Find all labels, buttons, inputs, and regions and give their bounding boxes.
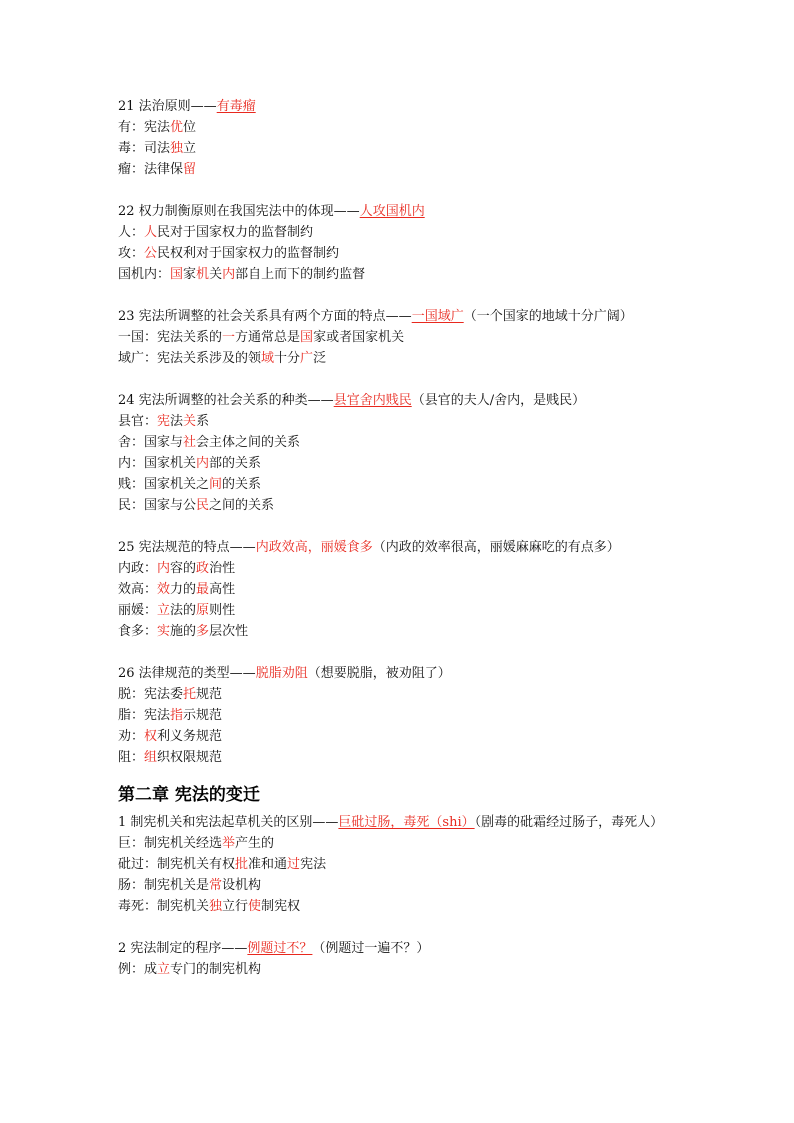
list-item: 毒：司法独立 bbox=[118, 141, 197, 156]
list-item: 一国：宪法关系的一方通常总是国家或者国家机关 bbox=[118, 330, 405, 345]
section-21-title: 21 法治原则——有毒瘤 bbox=[118, 99, 256, 114]
list-item: 肠：制宪机关是常设机构 bbox=[118, 878, 262, 893]
list-item: 巨：制宪机关经选举产生的 bbox=[118, 836, 275, 851]
list-item: 县官：宪法关系 bbox=[118, 414, 210, 429]
list-item: 贱：国家机关之间的关系 bbox=[118, 477, 262, 492]
list-item: 脱：宪法委托规范 bbox=[118, 687, 223, 702]
list-item: 劝：权利义务规范 bbox=[118, 729, 223, 744]
list-item: 有：宪法优位 bbox=[118, 120, 197, 135]
list-item: 瘤：法律保留 bbox=[118, 162, 197, 177]
mnemonic: 脱脂劝阻 bbox=[255, 666, 308, 681]
section-24-title: 24 宪法所调整的社会关系的种类——县官舍内贱民（县官的夫人/舍内，是贱民） bbox=[118, 393, 586, 408]
list-item: 脂：宪法指示规范 bbox=[118, 708, 223, 723]
list-item: 舍：国家与社会主体之间的关系 bbox=[118, 435, 301, 450]
chapter-heading: 第二章 宪法的变迁 bbox=[118, 785, 260, 805]
mnemonic: 内政效高，丽媛食多 bbox=[255, 540, 373, 555]
section-22-title: 22 权力制衡原则在我国宪法中的体现——人攻国机内 bbox=[118, 204, 425, 219]
list-item: 民：国家与公民之间的关系 bbox=[118, 498, 275, 513]
section-c2-title: 2 宪法制定的程序——例题过不？（例题过一遍不？） bbox=[118, 941, 430, 956]
document-page bbox=[118, 96, 688, 980]
mnemonic: 县官舍内贱民 bbox=[333, 393, 412, 408]
list-item: 国机内：国家机关内部自上而下的制约监督 bbox=[118, 267, 366, 282]
section-26-title: 26 法律规范的类型——脱脂劝阻（想要脱脂，被劝阻了） bbox=[118, 666, 451, 681]
section-25-title: 25 宪法规范的特点——内政效高，丽媛食多（内政的效率很高，丽媛麻麻吃的有点多） bbox=[118, 540, 620, 555]
mnemonic: 一国域广 bbox=[411, 309, 464, 324]
list-item: 人：人民对于国家权力的监督制约 bbox=[118, 225, 314, 240]
mnemonic: 巨砒过肠，毒死（shi） bbox=[338, 815, 475, 830]
list-item: 攻：公民权利对于国家权力的监督制约 bbox=[118, 246, 340, 261]
mnemonic: 人攻国机内 bbox=[359, 204, 425, 219]
list-item: 例：成立专门的制宪机构 bbox=[118, 962, 262, 977]
list-item: 域广：宪法关系涉及的领域十分广泛 bbox=[118, 351, 327, 366]
list-item: 毒死：制宪机关独立行使制宪权 bbox=[118, 899, 301, 914]
section-23-title: 23 宪法所调整的社会关系具有两个方面的特点——一国域广（一个国家的地域十分广阔） bbox=[118, 309, 633, 324]
list-item: 砒过：制宪机关有权批准和通过宪法 bbox=[118, 857, 327, 872]
list-item: 丽媛：立法的原则性 bbox=[118, 603, 236, 618]
list-item: 效高：效力的最高性 bbox=[118, 582, 236, 597]
list-item: 内政：内容的政治性 bbox=[118, 561, 236, 576]
mnemonic: 例题过不？ bbox=[247, 941, 313, 956]
list-item: 食多：实施的多层次性 bbox=[118, 624, 249, 639]
section-c1-title: 1 制宪机关和宪法起草机关的区别——巨砒过肠，毒死（shi）（剧毒的砒霜经过肠子，毒死人） bbox=[118, 815, 664, 830]
mnemonic: 有毒瘤 bbox=[216, 99, 256, 114]
list-item: 阻：组织权限规范 bbox=[118, 750, 223, 765]
list-item: 内：国家机关内部的关系 bbox=[118, 456, 262, 471]
